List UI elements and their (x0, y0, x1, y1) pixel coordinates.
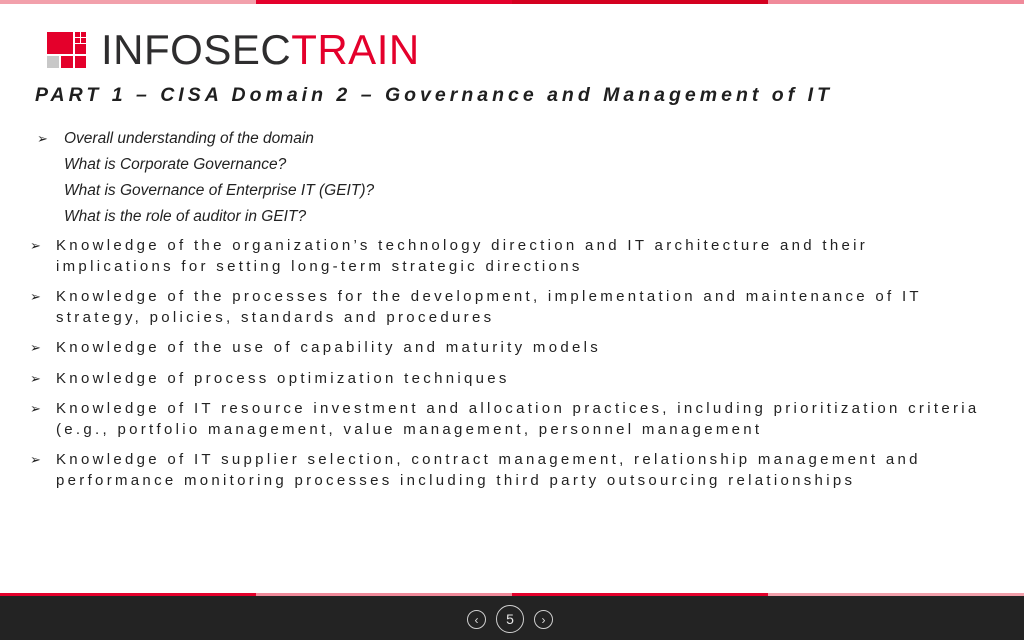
intro-item-text: What is the role of auditor in GEIT? (64, 208, 307, 225)
bullet-arrow-icon: ➢ (30, 452, 41, 467)
list-item-text: Knowledge of the organization’s technology direction and IT architecture and their implications for setting long-term strategic directions (56, 237, 869, 275)
logo-text-infosec: INFOSEC (101, 26, 292, 73)
list-item (30, 338, 980, 359)
bullet-arrow-icon: ➢ (30, 401, 41, 416)
list-item-text: Knowledge of the use of capability and maturity models (56, 339, 602, 356)
prev-slide-button[interactable]: ‹ (467, 610, 486, 629)
logo-wordmark (101, 26, 420, 73)
list-item-text: Knowledge of IT resource investment and allocation practices, including prioritization criteria (e.g., portfolio management, value management, personnel management (56, 400, 980, 438)
intro-item (37, 128, 374, 154)
brand-logo (47, 26, 420, 73)
bullet-arrow-icon: ➢ (37, 131, 48, 146)
list-item-text: Knowledge of the processes for the development, implementation and maintenance of IT strategy, policies, standards and procedures (56, 288, 922, 326)
list-item-text: Knowledge of IT supplier selection, contract management, relationship management and performance monitoring processes including third party outsourcing relationships (56, 451, 921, 489)
intro-item-text: Overall understanding of the domain (64, 130, 314, 147)
intro-item-text: What is Corporate Governance? (64, 156, 287, 173)
bullet-arrow-icon: ➢ (30, 289, 41, 304)
bullet-arrow-icon: ➢ (30, 370, 41, 386)
list-item (30, 236, 980, 277)
intro-item (37, 154, 374, 180)
page-number: 5 (496, 605, 524, 633)
bullet-arrow-icon: ➢ (30, 238, 41, 253)
list-item (30, 450, 980, 491)
intro-item (37, 206, 374, 232)
list-item (30, 399, 980, 440)
list-item (30, 369, 980, 390)
intro-item-text: What is Governance of Enterprise IT (GEIT)? (64, 182, 375, 199)
bullet-arrow-icon: ➢ (30, 340, 41, 355)
logo-mark-icon (47, 32, 87, 68)
logo-text-train: TRAIN (291, 26, 420, 73)
intro-item (37, 180, 374, 206)
knowledge-list (30, 236, 980, 501)
list-item (30, 287, 980, 328)
intro-list (37, 128, 374, 232)
list-item-text: Knowledge of process optimization techniques (56, 369, 510, 387)
slide-navigation (467, 605, 553, 633)
slide (0, 4, 1024, 596)
slide-title: PART 1 – CISA Domain 2 – Governance and Management of IT (35, 84, 833, 106)
next-slide-button[interactable]: › (534, 610, 553, 629)
